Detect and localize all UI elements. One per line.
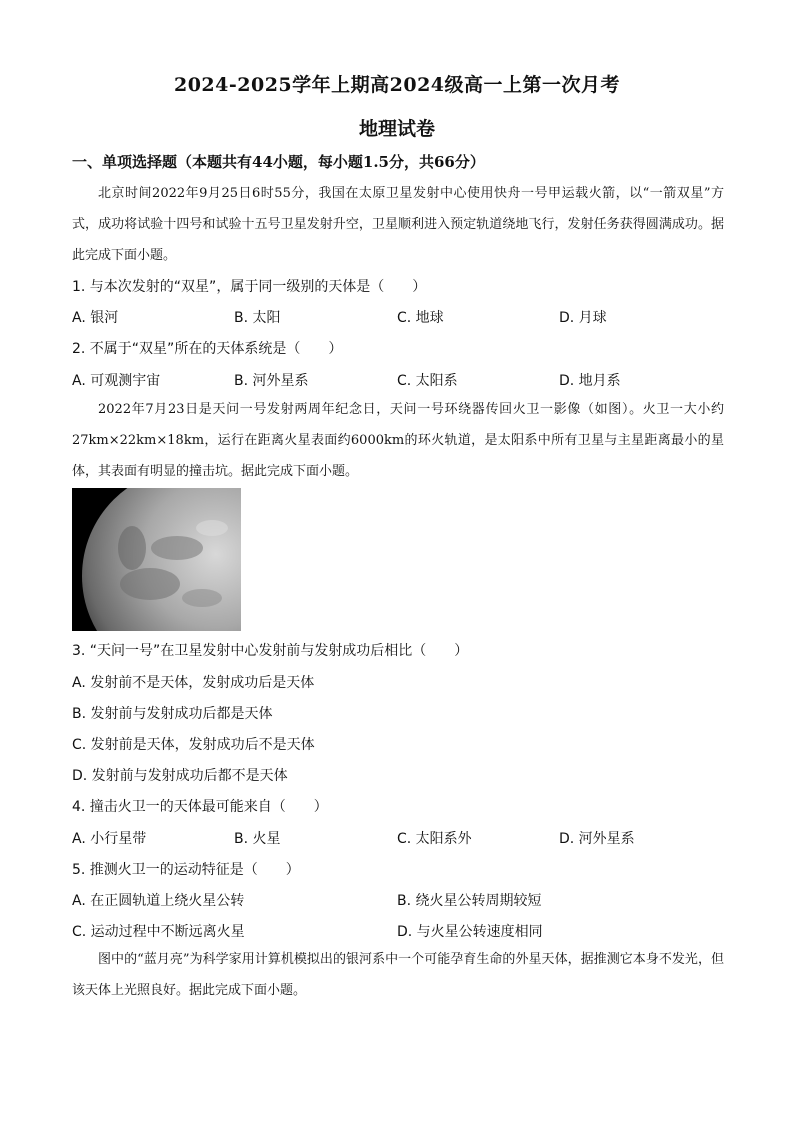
exam-subtitle: 地理试卷 — [358, 118, 435, 140]
question-5-option-b: B. 绕火星公转周期较短 — [397, 893, 542, 909]
question-1-option-d: D. 月球 — [559, 310, 607, 326]
passage-phobos: 2022年7月23日是天问一号发射两周年纪念日，天问一号环绕器传回火卫一影像（如图）。火卫一大小约27km×22km×18km，运行在距离火星表面约6000km的环火轨道，是太阳系中所有卫星与主星距离最小的星体，其表面有明显的撞击坑。据此完成下面小题。 — [72, 402, 724, 479]
question-2-option-a: A. 可观测宇宙 — [72, 373, 161, 389]
question-3-option-a: A. 发射前不是天体，发射成功后是天体 — [72, 675, 315, 691]
passage-blue-moon: 图中的“蓝月亮”为科学家用计算机模拟出的银河系中一个可能孕育生命的外星天体，据推测它本身不发光，但该天体上光照良好。据此完成下面小题。 — [72, 952, 724, 998]
question-4-option-d: D. 河外星系 — [559, 831, 635, 847]
question-1-option-a: A. 银河 — [72, 310, 119, 326]
question-1-stem: 1. 与本次发射的“双星”，属于同一级别的天体是（ ） — [72, 279, 427, 295]
question-2-option-c: C. 太阳系 — [397, 373, 458, 389]
question-2-option-b: B. 河外星系 — [234, 373, 309, 389]
section-heading: 一、单项选择题（本题共有44小题，每小题1.5分，共66分） — [72, 153, 485, 171]
question-3-option-c: C. 发射前是天体，发射成功后不是天体 — [72, 737, 315, 753]
question-1-option-c: C. 地球 — [397, 310, 444, 326]
question-5-option-d: D. 与火星公转速度相同 — [397, 924, 543, 940]
phobos-image — [72, 488, 241, 631]
exam-title: 2024-2025学年上期高2024级高一上第一次月考 — [173, 74, 621, 96]
question-5-option-c: C. 运动过程中不断远离火星 — [72, 924, 245, 940]
passage-launch: 北京时间2022年9月25日6时55分，我国在太原卫星发射中心使用快舟一号甲运载火箭，以“一箭双星”方式，成功将试验十四号和试验十五号卫星发射升空，卫星顺利进入预定轨道绕地飞行，发射任务获得圆满成功。据此完成下面小题。 — [72, 186, 724, 263]
question-4-option-c: C. 太阳系外 — [397, 831, 472, 847]
question-5-option-a: A. 在正圆轨道上绕火星公转 — [72, 893, 245, 909]
question-5-stem: 5. 推测火卫一的运动特征是（ ） — [72, 862, 300, 878]
question-4-option-b: B. 火星 — [234, 831, 281, 847]
question-4-stem: 4. 撞击火卫一的天体最可能来自（ ） — [72, 799, 328, 815]
question-3-option-d: D. 发射前与发射成功后都不是天体 — [72, 768, 288, 784]
question-3-stem: 3. “天问一号”在卫星发射中心发射前与发射成功后相比（ ） — [72, 643, 469, 659]
question-4-option-a: A. 小行星带 — [72, 831, 147, 847]
question-3-option-b: B. 发射前与发射成功后都是天体 — [72, 706, 273, 722]
question-2-option-d: D. 地月系 — [559, 373, 621, 389]
question-1-option-b: B. 太阳 — [234, 310, 281, 326]
question-2-stem: 2. 不属于“双星”所在的天体系统是（ ） — [72, 341, 343, 357]
